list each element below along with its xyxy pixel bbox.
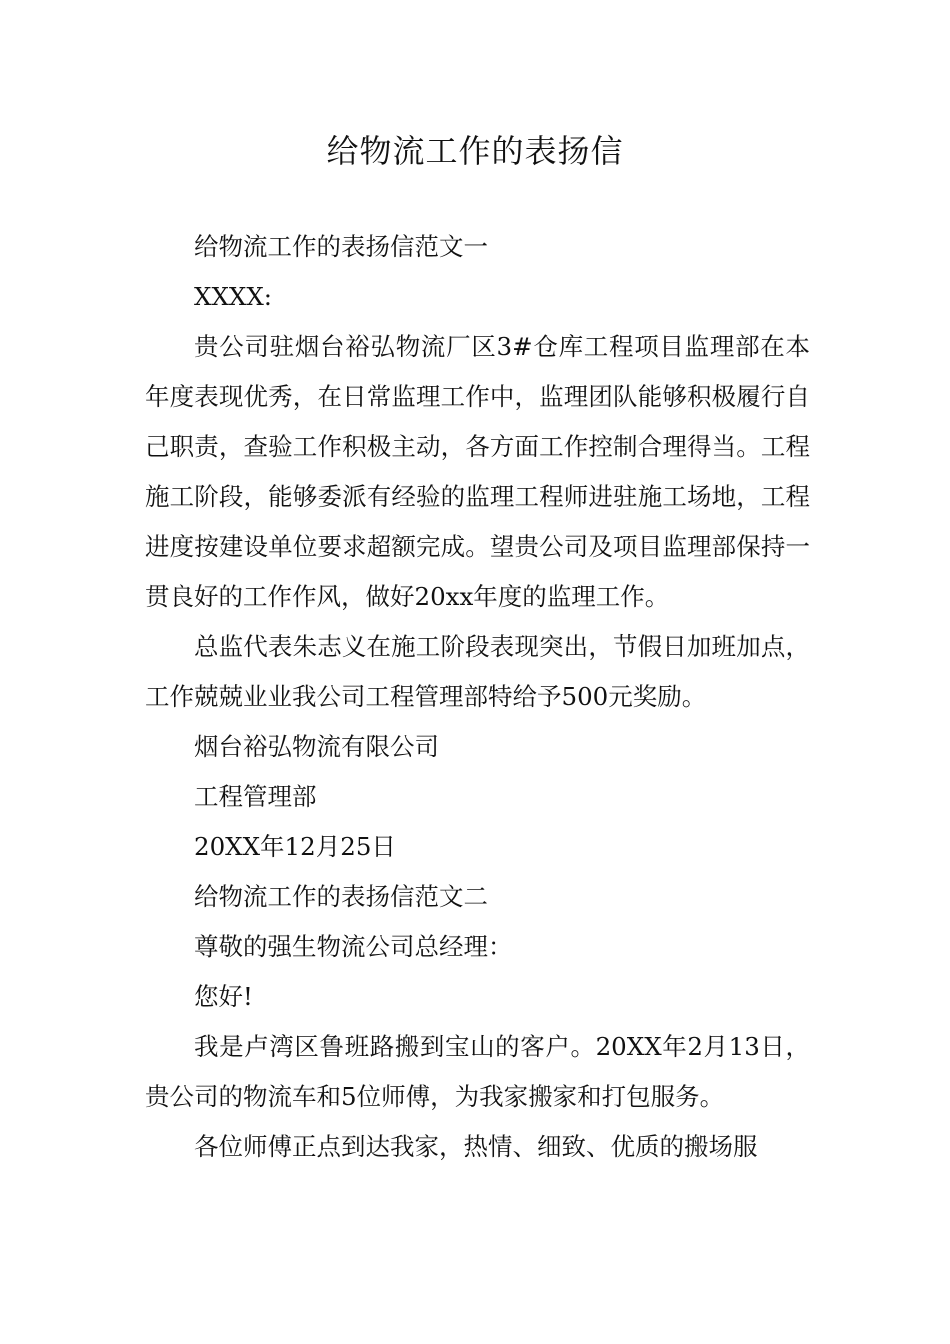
greeting: 您好! <box>194 982 253 1011</box>
salutation-1: XXXX: <box>194 282 273 311</box>
body-paragraph: 各位师傅正点到达我家，热情、细致、优质的搬场服 <box>194 1132 758 1161</box>
body-paragraph: 贵公司驻烟台裕弘物流厂区3#仓库工程项目监理部在本年度表现优秀，在日常监理工作中，监理团队能够积极履行自己职责，查验工作积极主动，各方面工作控制合理得当。工程施工阶段，能够委派有经验的监理工程师进驻施工场地，工程进度按建设单位要求超额完成。望贵公司及项目监理部保持一贯良好的工作作风，做好20xx年度的监理工作。 <box>145 332 810 611</box>
section-heading-2: 给物流工作的表扬信范文二 <box>194 882 488 911</box>
signature-company: 烟台裕弘物流有限公司 <box>194 732 439 761</box>
document-title: 给物流工作的表扬信 <box>326 132 624 170</box>
body-paragraph: 总监代表朱志义在施工阶段表现突出，节假日加班加点，工作兢兢业业我公司工程管理部特给予500元奖励。 <box>145 632 810 711</box>
body-paragraph: 我是卢湾区鲁班路搬到宝山的客户。20XX年2月13日，贵公司的物流车和5位师傅，为我家搬家和打包服务。 <box>145 1032 810 1111</box>
salutation-2: 尊敬的强生物流公司总经理： <box>194 932 513 961</box>
document-body <box>145 222 810 1172</box>
section-heading-1: 给物流工作的表扬信范文一 <box>194 232 488 261</box>
signature-date: 20XX年12月25日 <box>194 832 396 861</box>
signature-department: 工程管理部 <box>194 782 317 811</box>
